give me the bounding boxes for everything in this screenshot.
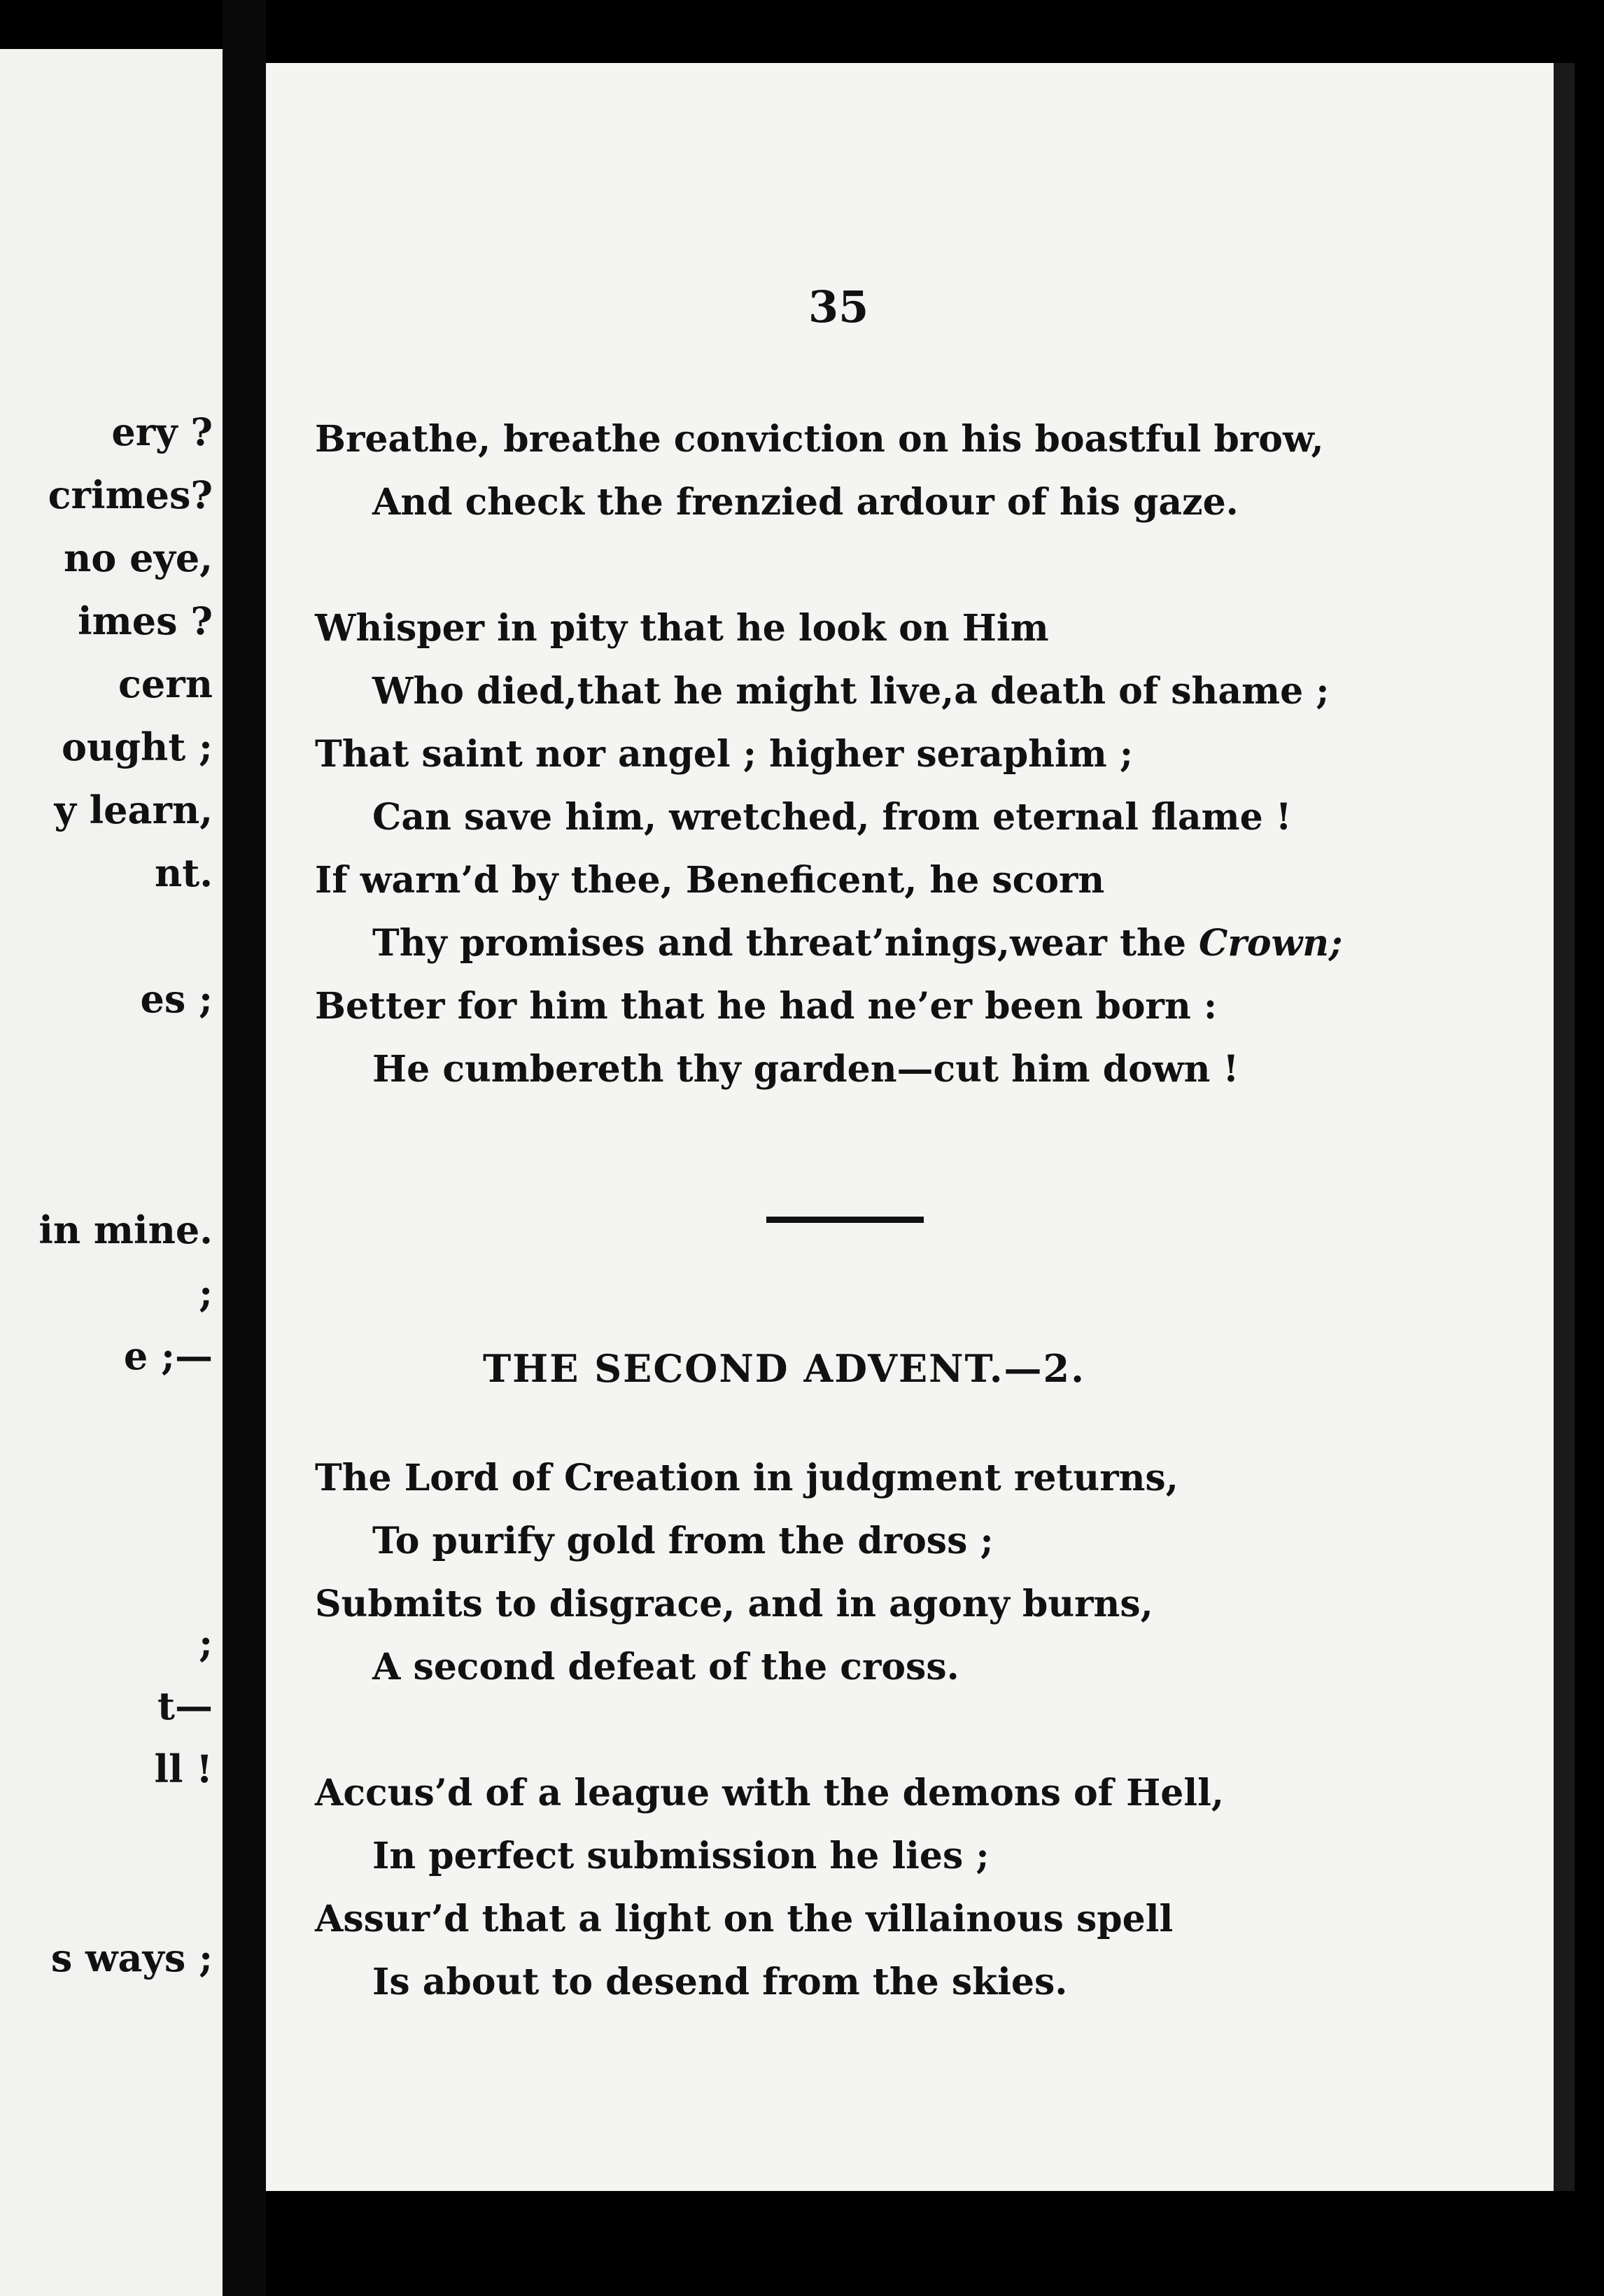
verse-line: Is about to desend from the skies. <box>372 1961 1068 2003</box>
verse-line: Who died,that he might live,a death of shame ; <box>372 670 1330 713</box>
verse-line: Accus’d of a league with the demons of Hell, <box>315 1772 1224 1814</box>
left-page-fragment <box>0 49 223 2296</box>
verse-line: Better for him that he had ne’er been born : <box>315 985 1218 1028</box>
left-page-line: imes ? <box>78 598 213 643</box>
verse-line: That saint nor angel ; higher seraphim ; <box>315 733 1134 776</box>
left-page-line: no eye, <box>64 536 213 580</box>
verse-text: Thy promises and threat’nings,wear the <box>372 922 1186 965</box>
verse-line <box>372 922 1343 965</box>
left-page-line: cern <box>118 662 213 706</box>
verse-line: A second defeat of the cross. <box>372 1646 959 1688</box>
poem-title: THE SECOND ADVENT.—2. <box>483 1346 1085 1391</box>
left-page-line: y learn, <box>54 788 213 832</box>
right-page <box>266 63 1554 2191</box>
verse-line: If warn’d by thee, Beneficent, he scorn <box>315 859 1105 902</box>
left-page-line: nt. <box>154 850 213 895</box>
section-divider <box>766 1217 924 1223</box>
left-page-line: ery ? <box>111 410 213 454</box>
left-page-line: in mine. <box>38 1208 213 1252</box>
verse-line: In perfect submission he lies ; <box>372 1835 990 1877</box>
verse-line: Whisper in pity that he look on Him <box>315 607 1049 650</box>
verse-line: He cumbereth thy garden—cut him down ! <box>372 1048 1239 1091</box>
left-page-line: crimes? <box>48 472 213 517</box>
left-page-line: s ways ; <box>50 1935 213 1980</box>
verse-line: Submits to disgrace, and in agony burns, <box>315 1583 1153 1625</box>
page-number: 35 <box>808 281 869 332</box>
left-page-line: ought ; <box>62 724 213 769</box>
crown-italic-word: Crown; <box>1199 922 1343 965</box>
left-page-line: es ; <box>140 976 213 1021</box>
verse-line: Breathe, breathe conviction on his boastful brow, <box>315 418 1324 461</box>
verse-line: Assur’d that a light on the villainous spell <box>315 1898 1174 1940</box>
page-edge-shadow <box>1554 63 1575 2191</box>
verse-line: Can save him, wretched, from eternal flame ! <box>372 796 1292 839</box>
left-page-line: ll ! <box>154 1746 213 1791</box>
book-gutter <box>223 0 266 2296</box>
left-page-line: ; <box>199 1620 213 1665</box>
verse-line: And check the frenzied ardour of his gaze. <box>372 481 1239 524</box>
verse-line: The Lord of Creation in judgment returns, <box>315 1457 1179 1499</box>
left-page-line: e ;— <box>123 1334 213 1378</box>
verse-line: To purify gold from the dross ; <box>372 1520 994 1562</box>
left-page-line: t— <box>157 1684 213 1728</box>
left-page-line: ; <box>199 1270 213 1315</box>
